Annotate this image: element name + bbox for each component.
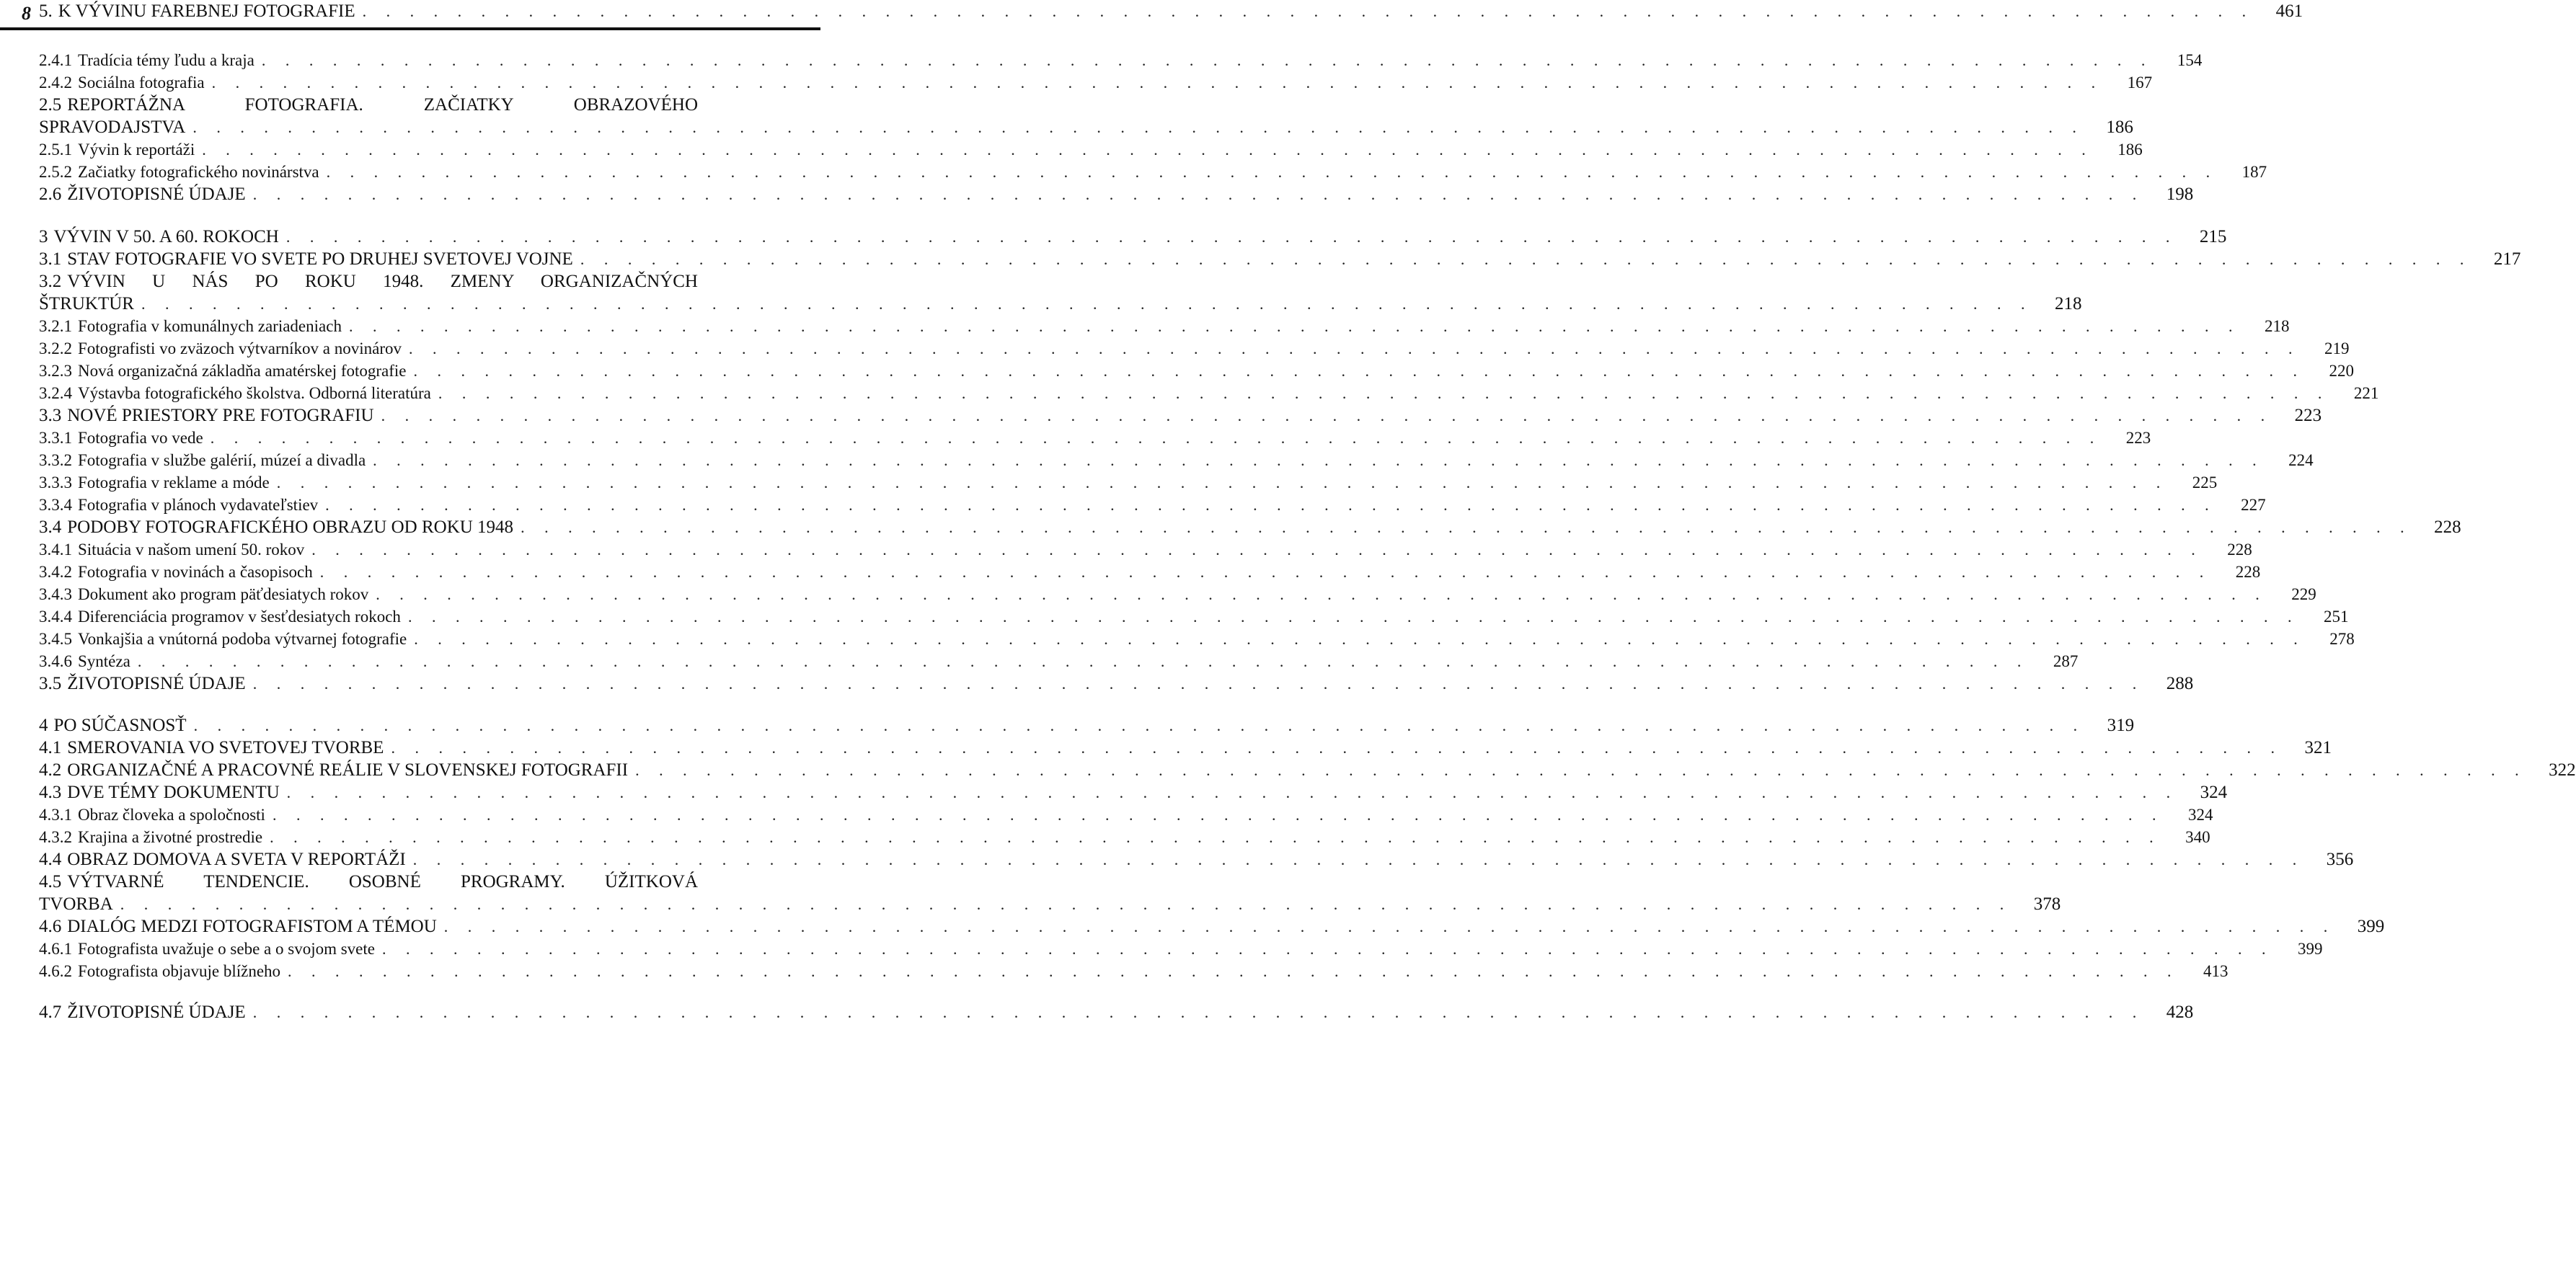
toc-entry-title-continued: ŠTRUKTÚR [39,294,134,314]
toc-entry-title: Situácia v našom umení 50. rokov [78,541,305,559]
toc-entry-number: 4.6.1 [39,940,72,958]
toc-entry-page: 225 [2192,474,2218,492]
toc-leader-dots: . . . . . . . . . . . . . . . . . . . . . . . . . . . . . . . . . . . . . . . . . . . . . . . . . . . . . . . . . . . . . . . . . . . . . . . . . . . . . . . . [252,1003,2145,1021]
toc-entry [39,1001,2194,1024]
toc-entry-title: STAV FOTOGRAFIE VO SVETE PO DRUHEJ SVETOVEJ VOJNE [67,249,573,269]
toc-entry-number: 4 [39,716,48,735]
toc-leader-dots: . . . . . . . . . . . . . . . . . . . . . . . . . . . . . . . . . . . . . . . . . . . . . . . . . . . . . . . . . . . . . . . . . . . . . . . . . . . . . . . . [211,74,2104,92]
toc-entry [39,94,784,117]
toc-entry-number: 3.2.4 [39,384,72,402]
toc-entry-page: 215 [2199,227,2227,246]
toc-entry-title: Fotografista uvažuje o sebe a o svojom svete [78,940,375,958]
toc-leader-dots: . . . . . . . . . . . . . . . . . . . . . . . . . . . . . . . . . . . . . . . . . . . . . . . . . . . . . . . . . . . . . . . . . . . . . . . . . . . . . . . . [326,163,2218,181]
toc-entry-title: Fotografia v novinách a časopisoch [78,563,313,581]
toc-leader-dots: . . . . . . . . . . . . . . . . . . . . . . . . . . . . . . . . . . . . . . . . . . . . . . . . . . . . . . . . . . . . . . . . . . . . . . . . . . . . . . . . [409,339,2301,357]
toc-leader-dots: . . . . . . . . . . . . . . . . . . . . . . . . . . . . . . . . . . . . . . . . . . . . . . . . . . . . . . . . . . . . . . . . . . . . . . . . . . . . . . . . [407,608,2300,626]
toc-entry-number: 2.5 [39,95,62,115]
toc-leader-dots: . . . . . . . . . . . . . . . . . . . . . . . . . . . . . . . . . . . . . . . . . . . . . . . . . . . . . . . . . . . . . . . . . . . . . . . . . . . . . . . . [348,317,2241,335]
toc-entry [39,737,2332,760]
toc-entry-title: Diferenciácia programov v šesťdesiatych rokoch [78,608,401,626]
toc-leader-dots: . . . . . . . . . . . . . . . . . . . . . . . . . . . . . . . . . . . . . . . . . . . . . . . . . . . . . . . . . . . . . . . . . . . . . . . . . . . . . . . . [272,806,2164,824]
toc-leader-dots: . . . . . . . . . . . . . . . . . . . . . . . . . . . . . . . . . . . . . . . . . . . . . . . . . . . . . . . . . . . . . . . . . . . . . . . . . . . . . . . . [438,384,2330,402]
toc-entry-number: 3.4.2 [39,563,72,581]
toc-leader-dots: . . . . . . . . . . . . . . . . . . . . . . . . . . . . . . . . . . . . . . . . . . . . . . . . . . . . . . . . . . . . . . . . . . . . . . . . . . . . . . . . [137,652,2030,670]
toc-entry-page: 228 [2235,563,2261,581]
toc-entry-number: 4.3.2 [39,828,72,846]
toc-leader-dots: . . . . . . . . . . . . . . . . . . . . . . . . . . . . . . . . . . . . . . . . . . . . . . . . . . . . . . . . . . . . . . . . . . . . . . . . . . . . . . . . [381,406,2273,424]
toc-entry-page: 399 [2297,940,2323,958]
toc-entry [39,449,2314,472]
toc-entry-number: 3.1 [39,249,62,269]
toc-entry-continuation [39,893,2061,916]
toc-entry-title: ŽIVOTOPISNÉ ÚDAJE [67,674,246,693]
toc-entry [39,915,2385,938]
toc-leader-dots: . . . . . . . . . . . . . . . . . . . . . . . . . . . . . . . . . . . . . . . . . . . . . . . . . . . . . . . . . . . . . . . . . . . . . . . . . . . . . . . . [288,962,2179,980]
toc-entry [39,71,2153,94]
toc-entry-number: 3.3.3 [39,474,72,492]
toc-entry [39,161,2267,184]
toc-entry-title: OBRAZ DOMOVA A SVETA V REPORTÁŽI [67,850,406,869]
toc-entry-page: 278 [2329,630,2355,648]
toc-leader-dots: . . . . . . . . . . . . . . . . . . . . . . . . . . . . . . . . . . . . . . . . . . . . . . . . . . . . . . . . . . . . . . . . . . . . . . . . . . . . . . . . [319,563,2212,581]
toc-entry-page: 322 [2549,760,2576,780]
toc-entry-title: Výstavba fotografického školstva. Odborná literatúra [78,384,431,402]
toc-entry-page: 251 [2323,608,2349,626]
toc-entry [39,315,2290,338]
toc-entry [39,49,2203,72]
toc-entry-number: 3.2.2 [39,339,72,357]
toc-leader-dots: . . . . . . . . . . . . . . . . . . . . . . . . . . . . . . . . . . . . . . . . . . . . . . . . . . . . . . . . . . . . . . . . . . . . . . . . . . . . . . . . [210,429,2102,447]
toc-entry-page: 356 [2326,850,2354,869]
toc-entry-number: 4.3 [39,783,62,802]
toc-leader-dots: . . . . . . . . . . . . . . . . . . . . . . . . . . . . . . . . . . . . . . . . . . . . . . . . . . . . . . . . . . . . . . . . . . . . . . . . . . . . . . . . [286,228,2178,246]
toc-entry-number: 3.4.5 [39,630,72,648]
toc-entry-title: ŽIVOTOPISNÉ ÚDAJE [67,1003,246,1022]
toc-leader-dots: . . . . . . . . . . . . . . . . . . . . . . . . . . . . . . . . . . . . . . . . . . . . . . . . . . . . . . . . . . . . . . . . . . . . . . . . . . . . . . . . [376,585,2267,603]
toc-entry-continuation [39,293,2082,316]
toc-entry-page: 324 [2200,783,2228,802]
toc-entry [39,248,2521,271]
toc-entry-number: 3.2.1 [39,317,72,335]
toc-entry [39,826,2210,849]
toc-entry [39,382,2379,405]
toc-entry-number: 2.4.1 [39,51,72,69]
toc-entry-title: Vývin k reportáži [78,141,195,159]
toc-entry-number: 4.3.1 [39,806,72,824]
toc-entry-number: 3.4.1 [39,541,72,559]
toc-entry-number: 4.2 [39,760,62,780]
toc-leader-dots: . . . . . . . . . . . . . . . . . . . . . . . . . . . . . . . . . . . . . . . . . . . . . . . . . . . . . . . . . . . . . . . . . . . . . . . . . . . . . . . . [276,474,2169,492]
toc-entry-number: 2.5.2 [39,163,72,181]
toc-entry-page: 228 [2434,517,2461,537]
toc-entry [39,672,2194,695]
toc-entry-title: Začiatky fotografického novinárstva [78,163,319,181]
toc-entry-page: 399 [2357,917,2385,936]
toc-entry-page: 227 [2241,496,2266,514]
toc-leader-dots: . . . . . . . . . . . . . . . . . . . . . . . . . . . . . . . . . . . . . . . . . . . . . . . . . . . . . . . . . . . . . . . . . . . . . . . . . . . . . . . . [270,828,2161,846]
toc-entry-number: 3.4.4 [39,608,72,626]
toc-entry-title-continued: SPRAVODAJSTVA [39,117,186,137]
toc-entry-number: 4.6 [39,917,62,936]
toc-leader-dots: . . . . . . . . . . . . . . . . . . . . . . . . . . . . . . . . . . . . . . . . . . . . . . . . . . . . . . . . . . . . . . . . . . . . . . . . . . . . . . . . [362,2,2254,20]
toc-entry-continuation [39,116,2133,139]
toc-entry-page: 319 [2107,716,2135,735]
toc-entry-number: 4.7 [39,1003,62,1022]
toc-entry-number: 4.5 [39,872,62,892]
toc-entry-number: 3.3.1 [39,429,72,447]
toc-entry-title: SMEROVANIA VO SVETOVEJ TVORBE [67,738,384,757]
page-number: 8 [22,3,31,24]
toc-entry-page: 378 [2033,894,2061,914]
toc-entry-page: 287 [2053,652,2079,670]
toc-entry-title: PO SÚČASNOSŤ [53,716,187,735]
toc-entry-page: 187 [2241,163,2267,181]
toc-entry-title: ŽIVOTOPISNÉ ÚDAJE [67,185,246,204]
toc-leader-dots: . . . . . . . . . . . . . . . . . . . . . . . . . . . . . . . . . . . . . . . . . . . . . . . . . . . . . . . . . . . . . . . . . . . . . . . . . . . . . . . . [413,362,2306,380]
toc-entry-number: 2.6 [39,185,62,204]
toc-entry [39,938,2323,961]
toc-entry-page: 224 [2288,451,2314,469]
toc-entry-page: 218 [2054,294,2082,314]
toc-entry-number: 3 [39,227,48,246]
toc-entry-title: Nová organizačná základňa amatérskej fotografie [78,362,407,380]
toc-leader-dots: . . . . . . . . . . . . . . . . . . . . . . . . . . . . . . . . . . . . . . . . . . . . . . . . . . . . . . . . . . . . . . . . . . . . . . . . . . . . . . . . [192,118,2084,136]
toc-entry-title: VÝVIN U NÁS PO ROKU 1948. ZMENY ORGANIZAČNÝCH [67,272,698,291]
toc-entry-number: 4.6.2 [39,962,72,980]
toc-entry-number: 3.3.4 [39,496,72,514]
toc-entry [39,804,2213,827]
toc-leader-dots: . . . . . . . . . . . . . . . . . . . . . . . . . . . . . . . . . . . . . . . . . . . . . . . . . . . . . . . . . . . . . . . . . . . . . . . . . . . . . . . . [286,783,2179,801]
toc-leader-dots: . . . . . . . . . . . . . . . . . . . . . . . . . . . . . . . . . . . . . . . . . . . . . . . . . . . . . . . . . . . . . . . . . . . . . . . . . . . . . . . . [252,675,2145,693]
toc-entry-number: 4.1 [39,738,62,757]
toc-entry-page: 220 [2329,362,2355,380]
toc-entry [39,583,2316,606]
toc-chapter-entry [39,226,2227,249]
toc-entry-page: 321 [2304,738,2332,757]
toc-entry-title: Fotografia v komunálnych zariadeniach [78,317,342,335]
toc-entry-title: K VÝVINU FAREBNEJ FOTOGRAFIE [58,1,355,21]
toc-entry-page: 167 [2127,74,2153,92]
toc-entry-number: 3.3.2 [39,451,72,469]
toc-leader-dots: . . . . . . . . . . . . . . . . . . . . . . . . . . . . . . . . . . . . . . . . . . . . . . . . . . . . . . . . . . . . . . . . . . . . . . . . . . . . . . . . [443,917,2336,935]
toc-entry [39,781,2228,804]
toc-entry-title: Fotografia vo vede [78,429,203,447]
toc-leader-dots: . . . . . . . . . . . . . . . . . . . . . . . . . . . . . . . . . . . . . . . . . . . . . . . . . . . . . . . . . . . . . . . . . . . . . . . . . . . . . . . . [391,739,2283,757]
toc-entry-page: 217 [2493,249,2521,269]
toc-entry-title: NOVÉ PRIESTORY PRE FOTOGRAFIU [67,406,374,425]
toc-entry-title: Vonkajšia a vnútorná podoba výtvarnej fotografie [78,630,407,648]
toc-entry [39,494,2266,517]
toc-entry-page: 228 [2227,541,2252,559]
toc-entry-title: Obraz človeka a spoločnosti [78,806,265,824]
toc-leader-dots: . . . . . . . . . . . . . . . . . . . . . . . . . . . . . . . . . . . . . . . . . . . . . . . . . . . . . . . . . . . . . . . . . . . . . . . . . . . . . . . . [412,850,2305,868]
toc-entry [39,516,2461,539]
toc-entry [39,871,784,894]
toc-entry [39,538,2252,561]
toc-entry-page: 461 [2275,1,2303,21]
toc-entry-title: Tradícia témy ľudu a kraja [78,51,254,69]
toc-entry-title: Sociálna fotografia [78,74,205,92]
toc-entry-title: VÝTVARNÉ TENDENCIE. OSOBNÉ PROGRAMY. ÚŽITKOVÁ [67,872,698,892]
toc-entry-number: 3.2 [39,272,62,291]
toc-entry-number: 2.5.1 [39,141,72,159]
toc-entry [39,404,2322,427]
toc-entry [39,759,2576,782]
toc-entry-title: Fotografia v plánoch vydavateľstiev [78,496,319,514]
toc-leader-dots: . . . . . . . . . . . . . . . . . . . . . . . . . . . . . . . . . . . . . . . . . . . . . . . . . . . . . . . . . . . . . . . . . . . . . . . . . . . . . . . . [193,716,2086,734]
toc-entry-page: 223 [2125,429,2151,447]
toc-entry-page: 154 [2177,51,2203,69]
toc-entry [39,561,2261,584]
toc-entry-title: VÝVIN V 50. A 60. ROKOCH [53,227,279,246]
toc-entry-title: ORGANIZAČNÉ A PRACOVNÉ REÁLIE V SLOVENSKEJ FOTOGRAFII [67,760,629,780]
toc-entry [39,960,2228,983]
toc-entry-number: 2.4.2 [39,74,72,92]
toc-entry-number: 3.3 [39,406,62,425]
toc-entry-page: 223 [2294,406,2322,425]
toc-entry-title: Fotografia v službe galérií, múzeí a divadla [78,451,366,469]
toc-leader-dots: . . . . . . . . . . . . . . . . . . . . . . . . . . . . . . . . . . . . . . . . . . . . . . . . . . . . . . . . . . . . . . . . . . . . . . . . . . . . . . . . [120,895,2012,913]
toc-entry [39,270,784,293]
toc-leader-dots: . . . . . . . . . . . . . . . . . . . . . . . . . . . . . . . . . . . . . . . . . . . . . . . . . . . . . . . . . . . . . . . . . . . . . . . . . . . . . . . . [521,518,2412,536]
toc-leader-dots: . . . . . . . . . . . . . . . . . . . . . . . . . . . . . . . . . . . . . . . . . . . . . . . . . . . . . . . . . . . . . . . . . . . . . . . . . . . . . . . . [252,185,2145,203]
toc-entry [39,427,2151,450]
toc-entry [39,650,2079,673]
toc-entry [39,360,2355,383]
toc-entry-page: 219 [2324,339,2350,357]
toc-entry-number: 3.2.3 [39,362,72,380]
toc-chapter-entry [39,0,2303,23]
toc-leader-dots: . . . . . . . . . . . . . . . . . . . . . . . . . . . . . . . . . . . . . . . . . . . . . . . . . . . . . . . . . . . . . . . . . . . . . . . . . . . . . . . . [202,141,2094,159]
toc-entry [39,848,2354,871]
toc-entry-number: 3.4.3 [39,585,72,603]
toc-entry-number: 5. [39,1,53,21]
toc-entry-title: DIALÓG MEDZI FOTOGRAFISTOM A TÉMOU [67,917,437,936]
toc-entry-number: 3.4.6 [39,652,72,670]
toc-entry-title-continued: TVORBA [39,894,113,914]
toc-entry [39,183,2194,206]
toc-leader-dots: . . . . . . . . . . . . . . . . . . . . . . . . . . . . . . . . . . . . . . . . . . . . . . . . . . . . . . . . . . . . . . . . . . . . . . . . . . . . . . . . [373,451,2265,469]
toc-entry-title: Fotografisti vo zväzoch výtvarníkov a novinárov [78,339,402,357]
toc-leader-dots: . . . . . . . . . . . . . . . . . . . . . . . . . . . . . . . . . . . . . . . . . . . . . . . . . . . . . . . . . . . . . . . . . . . . . . . . . . . . . . . . [580,250,2472,268]
toc-leader-dots: . . . . . . . . . . . . . . . . . . . . . . . . . . . . . . . . . . . . . . . . . . . . . . . . . . . . . . . . . . . . . . . . . . . . . . . . . . . . . . . . [635,761,2527,779]
toc-entry-page: 186 [2106,117,2133,137]
toc-entry-number: 3.4 [39,517,62,537]
toc-leader-dots: . . . . . . . . . . . . . . . . . . . . . . . . . . . . . . . . . . . . . . . . . . . . . . . . . . . . . . . . . . . . . . . . . . . . . . . . . . . . . . . . [325,496,2217,514]
toc-entry-title: Dokument ako program päťdesiatych rokov [78,585,369,603]
toc-chapter-entry [39,714,2135,737]
toc-entry-page: 198 [2166,185,2194,204]
toc-entry [39,138,2143,161]
toc-entry-page: 221 [2353,384,2379,402]
toc-entry-title: DVE TÉMY DOKUMENTU [67,783,280,802]
toc-entry-page: 413 [2203,962,2228,980]
toc-entry-page: 340 [2185,828,2210,846]
toc-entry [39,337,2350,360]
toc-entry [39,605,2349,628]
toc-leader-dots: . . . . . . . . . . . . . . . . . . . . . . . . . . . . . . . . . . . . . . . . . . . . . . . . . . . . . . . . . . . . . . . . . . . . . . . . . . . . . . . . [141,295,2033,313]
toc-entry-page: 288 [2166,674,2194,693]
toc-entry-title: Fotografista objavuje blížneho [78,962,281,980]
toc-entry-title: Fotografia v reklame a móde [78,474,270,492]
toc-entry [39,471,2218,494]
toc-entry-page: 218 [2264,317,2290,335]
toc-entry-title: Syntéza [78,652,130,670]
toc-leader-dots: . . . . . . . . . . . . . . . . . . . . . . . . . . . . . . . . . . . . . . . . . . . . . . . . . . . . . . . . . . . . . . . . . . . . . . . . . . . . . . . . [381,940,2274,958]
toc-leader-dots: . . . . . . . . . . . . . . . . . . . . . . . . . . . . . . . . . . . . . . . . . . . . . . . . . . . . . . . . . . . . . . . . . . . . . . . . . . . . . . . . [311,541,2203,559]
toc-entry [39,628,2355,651]
toc-entry-number: 3.5 [39,674,62,693]
toc-leader-dots: . . . . . . . . . . . . . . . . . . . . . . . . . . . . . . . . . . . . . . . . . . . . . . . . . . . . . . . . . . . . . . . . . . . . . . . . . . . . . . . . [261,51,2154,69]
toc-entry-page: 186 [2117,141,2143,159]
toc-entry-page: 324 [2187,806,2213,824]
toc-entry-page: 229 [2291,585,2316,603]
toc-entry-title: Krajina a životné prostredie [78,828,263,846]
toc-entry-title: REPORTÁŽNA FOTOGRAFIA. ZAČIATKY OBRAZOVÉHO [67,95,698,115]
toc-entry-title: PODOBY FOTOGRAFICKÉHO OBRAZU OD ROKU 1948 [67,517,514,537]
toc-leader-dots: . . . . . . . . . . . . . . . . . . . . . . . . . . . . . . . . . . . . . . . . . . . . . . . . . . . . . . . . . . . . . . . . . . . . . . . . . . . . . . . . [414,630,2306,648]
toc-entry-number: 4.4 [39,850,62,869]
toc-entry-page: 428 [2166,1003,2194,1022]
